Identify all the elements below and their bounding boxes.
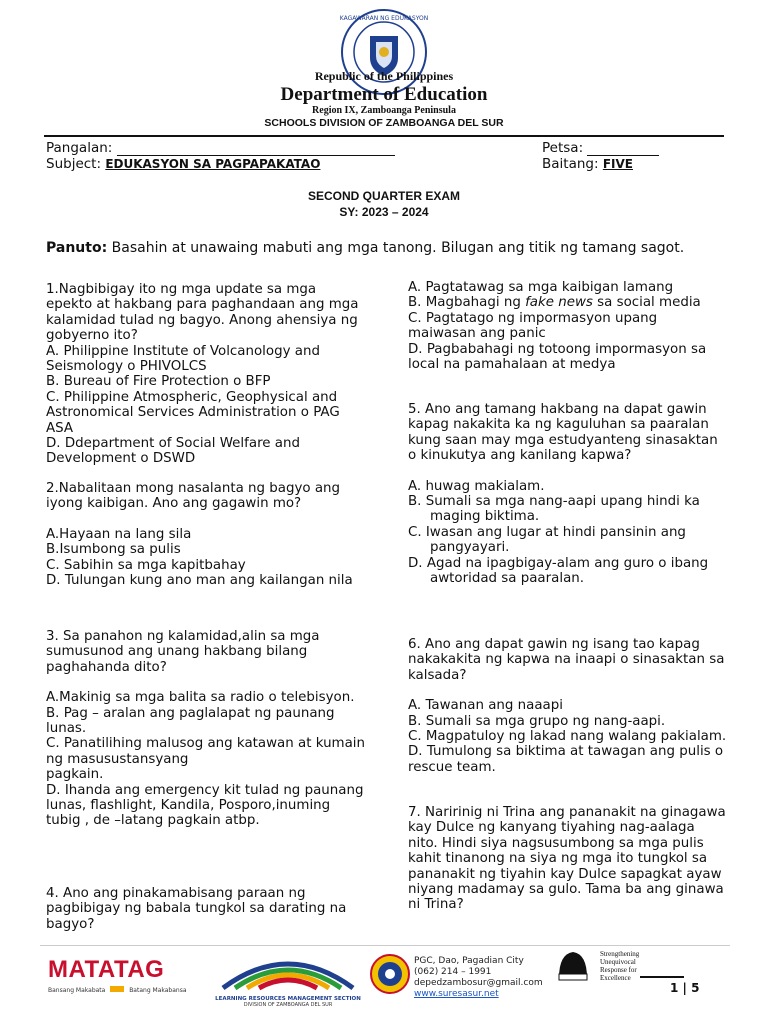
- tagline-3: Response for: [600, 966, 637, 974]
- matatag-logo: [48, 956, 198, 994]
- q4b-post: sa social media: [592, 295, 701, 311]
- question-6-option-b[interactable]: B. Sumali sa mga grupo ng nang-aapi.: [408, 713, 666, 729]
- question-4-option-b[interactable]: [408, 295, 728, 310]
- question-1-option-b[interactable]: B. Bureau of Fire Protection o BFP: [46, 374, 271, 390]
- question-5-option-a[interactable]: A. huwag makialam.: [408, 478, 545, 494]
- question-3-option-c-cont: pagkain.: [46, 767, 104, 783]
- footer-divider: [40, 945, 730, 946]
- tagline-1: Strengthening: [600, 950, 640, 958]
- grade-value: FIVE: [602, 157, 633, 171]
- question-4: [46, 886, 366, 932]
- name-label: Pangalan:: [46, 140, 113, 156]
- question-6-option-a[interactable]: A. Tawanan ang naaapi: [408, 698, 563, 714]
- question-4-option-a[interactable]: A. Pagtatawag sa mga kaibigan lamang: [408, 280, 674, 295]
- lrms-emblem-icon: [213, 948, 363, 992]
- matatag-hand-icon: [110, 986, 124, 992]
- question-2-option-d[interactable]: D. Tulungan kung ano man ang kailangan nila: [46, 573, 353, 589]
- subject-value: EDUKASYON SA PAGPAPAKATAO: [105, 157, 321, 171]
- question-1-option-a[interactable]: A. Philippine Institute of Volcanology and Seismology o PHIVOLCS: [46, 343, 320, 375]
- question-1-option-d[interactable]: D. Ddepartment of Social Welfare and Development o DSWD: [46, 436, 300, 467]
- question-1-text: 1.Nagbibigay ito ng mga update sa mga epekto at hakbang para paghandaan ang mga kalamidad tulad ng bagyo. Anong ahensiya ng gobyerno ito?: [46, 282, 359, 344]
- q4b-em: fake news: [525, 295, 593, 311]
- question-4-text: 4. Ano ang pinakamabisang paraan ng pagbibigay ng babala tungkol sa darating na bagyo?: [46, 886, 347, 932]
- matatag-sub-1: Bansang Makabata: [48, 987, 106, 994]
- matatag-wordmark: MATATAG: [48, 956, 165, 983]
- tagline-2: Unequivocal: [600, 958, 636, 966]
- question-5: [408, 402, 728, 586]
- question-6-option-d[interactable]: D. Tumulong sa biktima at tawagan ang pulis o rescue team.: [408, 744, 724, 775]
- header-department: Department of Education: [280, 84, 488, 105]
- subject-label: Subject:: [46, 156, 102, 172]
- question-7: [408, 805, 728, 913]
- question-2-option-c[interactable]: C. Sabihin sa mga kapitbahay: [46, 557, 246, 573]
- question-6: [408, 637, 728, 775]
- contact-phone: (062) 214 – 1991: [414, 967, 492, 977]
- sure-logo-icon: [555, 948, 591, 984]
- question-3-text: 3. Sa panahon ng kalamidad,alin sa mga sumusunod ang unang hakbang bilang paghahanda dito?: [46, 629, 320, 675]
- q4b-pre: B. Magbahagi ng: [408, 295, 526, 311]
- question-7-text: 7. Naririnig ni Trina ang pananakit na ginagawa kay Dulce ng kanyang tiyahing nag-aalaga nito. Hindi siya nagsusumbong sa mga pulis kahit tinanong na siya ng mga ito tungkol sa pananakit ng tiyahin kay Dulce sapagkat ayaw niyang madamay sa gulo. Tama ba ang ginawa ni Trina?: [408, 805, 726, 913]
- lrms-title: LEARNING RESOURCES MANAGEMENT SECTION: [215, 996, 361, 1002]
- contact-email: depedzambosur@gmail.com: [414, 978, 543, 988]
- name-field: [46, 141, 395, 156]
- question-3-option-b[interactable]: B. Pag – aralan ang paglalapat ng paunang lunas.: [46, 705, 335, 737]
- instructions: [46, 240, 736, 256]
- exam-title: SECOND QUARTER EXAM: [307, 189, 460, 203]
- question-2-text: 2.Nabalitaan mong nasalanta ng bagyo ang iyong kaibigan. Ano ang gagawin mo?: [46, 481, 341, 512]
- tagline: [600, 950, 639, 982]
- header-divider: [44, 135, 724, 137]
- subject-field: [46, 157, 320, 172]
- division-seal-icon: [370, 954, 410, 994]
- grade-field: [542, 157, 633, 172]
- tagline-4: Excellence: [600, 974, 631, 982]
- contact-website-link[interactable]: www.suresasur.net: [414, 989, 499, 999]
- contact-address: PGC, Dao, Pagadian City: [414, 956, 524, 966]
- question-5-option-b[interactable]: B. Sumali sa mga nang-aapi upang hindi ka maging biktima.: [408, 494, 700, 525]
- header-division: SCHOOLS DIVISION OF ZAMBOANGA DEL SUR: [264, 117, 504, 129]
- date-field: [542, 141, 659, 156]
- question-4-option-c[interactable]: C. Pagtatago ng impormasyon upang maiwasan ang panic: [408, 310, 658, 342]
- question-1: [46, 282, 366, 467]
- question-3-option-c[interactable]: C. Panatilihing malusog ang katawan at kumain ng masusustansyang: [46, 736, 366, 767]
- header-republic: Republic of the Philippines: [314, 69, 454, 83]
- contact-block: [414, 956, 543, 1000]
- question-3: [46, 629, 366, 829]
- exam-school-year: SY: 2023 – 2024: [339, 205, 429, 219]
- page-number: 1 | 5: [670, 981, 700, 995]
- question-4-options: [408, 280, 728, 372]
- lrms-logo: [213, 948, 363, 1016]
- seal-text: KAGAWARAN NG EDUKASYON: [340, 15, 428, 22]
- lrms-subtitle: DIVISION OF ZAMBOANGA DEL SUR: [243, 1002, 333, 1008]
- question-2-option-a[interactable]: A.Hayaan na lang sila: [46, 526, 192, 542]
- question-5-text: 5. Ano ang tamang hakbang na dapat gawin kapag nakakita ka ng kaguluhan sa paaralan kung saan may mga estudyanteng sinasaktan o kinukutya ang kanilang kapwa?: [408, 402, 718, 464]
- header-region: Region IX, Zamboanga Peninsula: [312, 105, 456, 116]
- question-3-option-a[interactable]: A.Makinig sa mga balita sa radio o telebisyon.: [46, 690, 355, 706]
- name-blank[interactable]: [117, 155, 395, 156]
- matatag-sub-2: Batang Makabansa: [129, 987, 187, 994]
- question-6-text: 6. Ano ang dapat gawin ng isang tao kapag nakakakita ng kapwa na inaapi o sinasaktan sa kalsada?: [408, 637, 725, 683]
- instructions-label: Panuto:: [46, 240, 108, 256]
- question-4-option-d[interactable]: D. Pagbabahagi ng totoong impormasyon sa local na pamahalaan at medya: [408, 341, 707, 373]
- question-5-option-c[interactable]: C. Iwasan ang lugar at hindi pansinin ang pangyayari.: [408, 524, 686, 556]
- date-label: Petsa:: [542, 140, 584, 156]
- question-6-option-c[interactable]: C. Magpatuloy ng lakad nang walang pakialam.: [408, 729, 727, 745]
- question-2: [46, 481, 366, 588]
- grade-label: Baitang:: [542, 156, 599, 172]
- question-1-option-c[interactable]: C. Philippine Atmospheric, Geophysical and Astronomical Services Administration o PAG ASA: [46, 389, 340, 436]
- instructions-text: Basahin at unawaing mabuti ang mga tanong. Bilugan ang titik ng tamang sagot.: [107, 240, 685, 256]
- question-3-option-d[interactable]: D. Ihanda ang emergency kit tulad ng paunang lunas, flashlight, Kandila, Posporo,inuming tubig , de –latang pagkain atbp.: [46, 782, 364, 829]
- page-number-rule: [640, 976, 684, 978]
- question-2-option-b[interactable]: B.Isumbong sa pulis: [46, 542, 181, 558]
- question-5-option-d[interactable]: D. Agad na ipagbigay-alam ang guro o ibang awtoridad sa paaralan.: [408, 555, 709, 587]
